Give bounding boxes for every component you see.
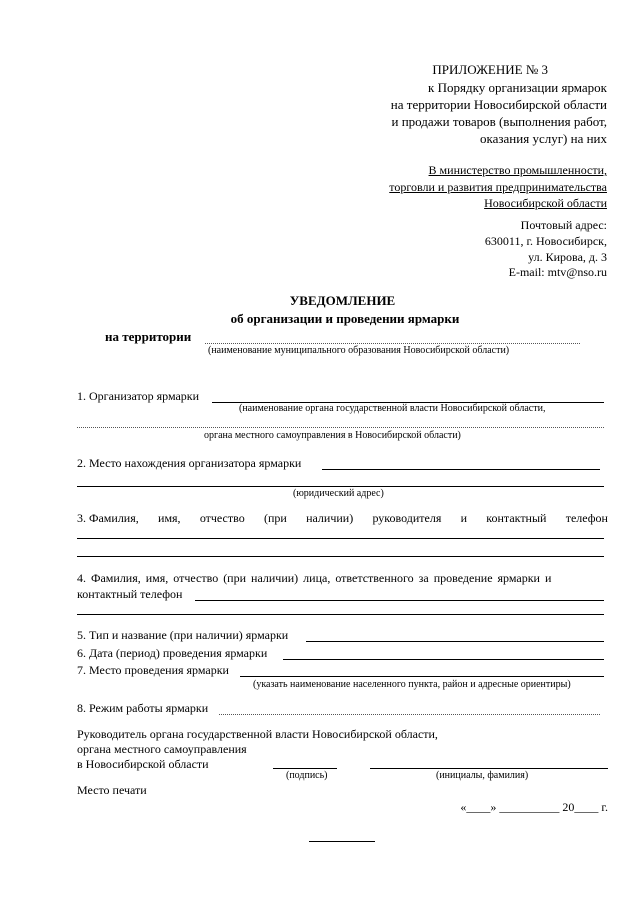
fair-place-hint: (указать наименование населенного пункта, район и адресные ориентиры) (253, 679, 571, 690)
head-name-label (77, 511, 608, 526)
name-hint: (инициалы, фамилия) (436, 770, 529, 781)
fair-type-label: 5. Тип и название (при наличии) ярмарки (77, 628, 289, 642)
head-name-input-line[interactable] (77, 538, 604, 539)
signatory-line: органа местного самоуправления (77, 742, 247, 756)
responsible-label: 4. Фамилия, имя, отчество (при наличии) лица, ответственного за проведение ярмарки и (77, 571, 552, 585)
addressee-line: Новосибирской области (484, 196, 607, 210)
responsible-input-line[interactable] (195, 600, 604, 601)
organizer-address-input-line-2[interactable] (77, 486, 604, 487)
addressee-line: В министерство промышленности, (428, 163, 607, 177)
head-name-word: и (460, 511, 468, 525)
signatory-line: Руководитель органа государственной власти Новосибирской области, (77, 727, 438, 741)
footer-divider (309, 841, 375, 842)
head-name-word: наличии) (306, 511, 354, 525)
fair-place-input-line[interactable] (240, 676, 604, 677)
organizer-address-input-line[interactable] (322, 469, 600, 470)
fair-place-label: 7. Место проведения ярмарки (77, 663, 229, 677)
head-name-word: отчество (199, 511, 245, 525)
address-hint: (юридический адрес) (293, 488, 384, 499)
head-name-word: имя, (158, 511, 181, 525)
signature-input-line[interactable] (273, 768, 337, 769)
postal-line: Почтовый адрес: (520, 218, 607, 232)
name-input-line[interactable] (370, 768, 608, 769)
notice-subtitle: об организации и проведении ярмарки (230, 311, 460, 326)
fair-date-input-line[interactable] (283, 659, 604, 660)
appendix-line: оказания услуг) на них (480, 131, 607, 146)
head-name-input-line-2[interactable] (77, 556, 604, 557)
territory-hint: (наименование муниципального образования Новосибирской области) (208, 345, 510, 356)
head-name-word: контактный (486, 511, 547, 525)
appendix-line: и продажи товаров (выполнения работ, (391, 114, 607, 129)
head-name-word: (при (263, 511, 287, 525)
organizer-address-label: 2. Место нахождения организатора ярмарки (77, 456, 302, 470)
organizer-input-line-2[interactable] (77, 427, 604, 428)
postal-line: E-mail: mtv@nso.ru (508, 265, 607, 279)
responsible-phone-label: контактный телефон (77, 587, 183, 601)
territory-input-line[interactable] (205, 343, 580, 344)
head-name-word: телефон (565, 511, 608, 525)
organizer-hint-2: органа местного самоуправления в Новосибирской области) (204, 430, 461, 441)
fair-hours-label: 8. Режим работы ярмарки (77, 701, 209, 715)
addressee-line: торговли и развития предпринимательства (389, 180, 607, 194)
fair-type-input-line[interactable] (306, 641, 604, 642)
postal-line: 630011, г. Новосибирск, (484, 234, 607, 248)
appendix-title: ПРИЛОЖЕНИЕ № 3 (432, 62, 548, 77)
notice-title: УВЕДОМЛЕНИЕ (289, 293, 396, 308)
head-name-word: 3. Фамилия, (77, 511, 139, 525)
fair-date-label: 6. Дата (период) проведения ярмарки (77, 646, 268, 660)
signature-hint: (подпись) (286, 770, 328, 781)
appendix-line: на территории Новосибирской области (390, 97, 607, 112)
responsible-input-line-2[interactable] (77, 614, 604, 615)
head-name-word: руководителя (372, 511, 442, 525)
fair-hours-input-line[interactable] (219, 714, 600, 715)
organizer-label: 1. Организатор ярмарки (77, 389, 200, 403)
territory-label: на территории (105, 329, 192, 344)
postal-line: ул. Кирова, д. 3 (528, 250, 607, 264)
signatory-line: в Новосибирской области (77, 757, 209, 771)
date-field[interactable]: «____» __________ 20____ г. (460, 800, 608, 814)
organizer-hint: (наименование органа государственной власти Новосибирской области, (239, 403, 546, 414)
appendix-line: к Порядку организации ярмарок (428, 80, 607, 95)
stamp-label: Место печати (77, 783, 147, 797)
